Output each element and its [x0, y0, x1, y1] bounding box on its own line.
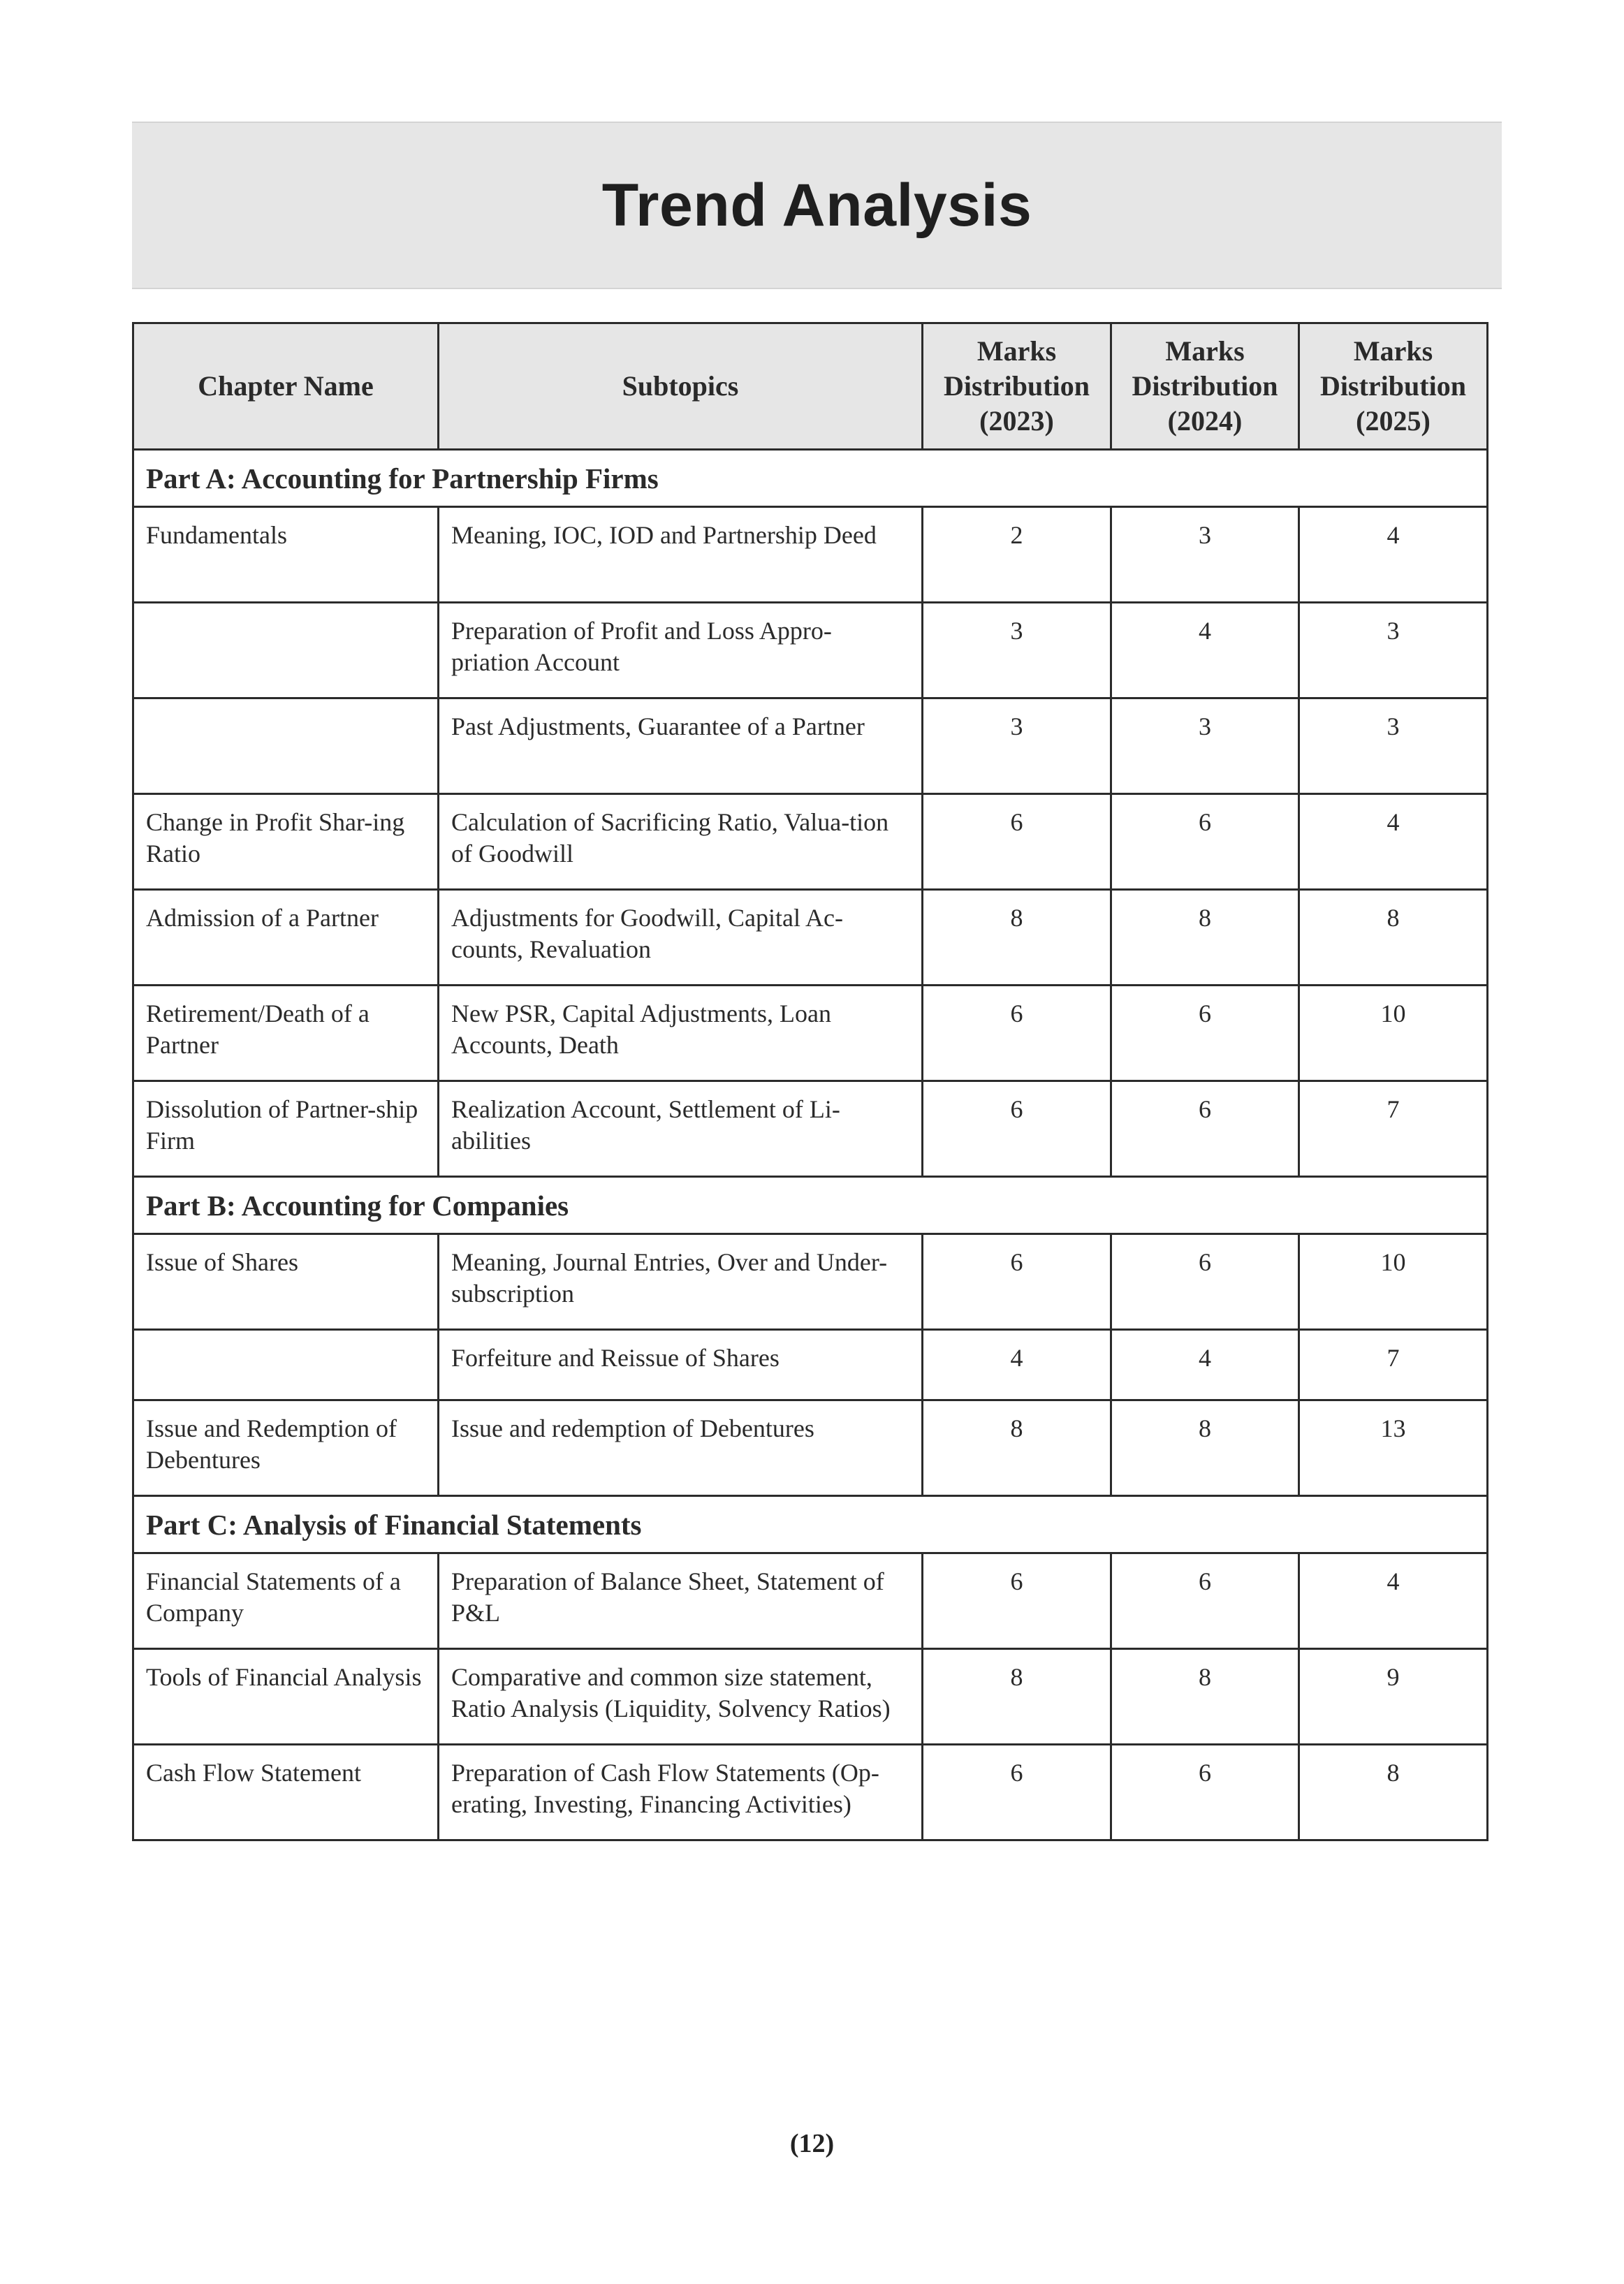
marks-2025-cell: 13: [1299, 1400, 1488, 1496]
table-row: [133, 603, 1488, 698]
subtopic-cell: Adjustments for Goodwill, Capital Ac-counts, Revaluation: [439, 890, 923, 986]
table-row: [133, 1400, 1488, 1496]
table-row: [133, 1553, 1488, 1649]
subtopic-cell: Meaning, IOC, IOD and Partnership Deed: [439, 507, 923, 603]
marks-2024-cell: 8: [1111, 1400, 1299, 1496]
marks-2023-cell: 8: [923, 890, 1111, 986]
marks-2025-cell: 3: [1299, 698, 1488, 794]
marks-2024-cell: 6: [1111, 1081, 1299, 1177]
header-row: [133, 323, 1488, 450]
part-heading: Part A: Accounting for Partnership Firms: [133, 450, 1488, 507]
part-heading: Part C: Analysis of Financial Statements: [133, 1496, 1488, 1553]
marks-2024-cell: 8: [1111, 890, 1299, 986]
marks-2025-cell: 9: [1299, 1649, 1488, 1745]
chapter-name-cell: Change in Profit Shar-ing Ratio: [133, 794, 439, 890]
part-header-row: [133, 1177, 1488, 1234]
marks-2025-cell: 8: [1299, 1745, 1488, 1840]
subtopic-cell: New PSR, Capital Adjustments, Loan Accounts, Death: [439, 986, 923, 1081]
marks-2024-cell: 6: [1111, 1745, 1299, 1840]
marks-2024-cell: 6: [1111, 1553, 1299, 1649]
subtopic-cell: Preparation of Balance Sheet, Statement of P&L: [439, 1553, 923, 1649]
marks-2024-cell: 4: [1111, 603, 1299, 698]
marks-2023-cell: 4: [923, 1330, 1111, 1400]
header-year-2025: (2025): [1356, 405, 1431, 437]
header-marks-label: Marks Distribution: [1320, 335, 1466, 402]
subtopic-cell: Meaning, Journal Entries, Over and Under-subscription: [439, 1234, 923, 1330]
marks-2024-cell: 3: [1111, 698, 1299, 794]
subtopic-cell: Preparation of Profit and Loss Appro-priation Account: [439, 603, 923, 698]
table-row: [133, 1330, 1488, 1400]
chapter-name-cell: [133, 1330, 439, 1400]
marks-2023-cell: 6: [923, 794, 1111, 890]
chapter-name-cell: Issue and Redemption of Debentures: [133, 1400, 439, 1496]
marks-2025-cell: 7: [1299, 1081, 1488, 1177]
table-row: [133, 890, 1488, 986]
header-year-2024: (2024): [1167, 405, 1243, 437]
marks-2025-cell: 10: [1299, 1234, 1488, 1330]
header-marks-label: Marks Distribution: [1132, 335, 1278, 402]
chapter-name-cell: Retirement/Death of a Partner: [133, 986, 439, 1081]
header-marks-label: Marks Distribution: [944, 335, 1090, 402]
marks-2023-cell: 8: [923, 1400, 1111, 1496]
marks-2023-cell: 6: [923, 986, 1111, 1081]
marks-2025-cell: 4: [1299, 794, 1488, 890]
header-marks-2025: [1299, 323, 1488, 450]
marks-2023-cell: 6: [923, 1234, 1111, 1330]
subtopic-cell: Calculation of Sacrificing Ratio, Valua-tion of Goodwill: [439, 794, 923, 890]
marks-2024-cell: 3: [1111, 507, 1299, 603]
subtopic-cell: Comparative and common size statement, Ratio Analysis (Liquidity, Solvency Ratios): [439, 1649, 923, 1745]
header-chapter-name: Chapter Name: [133, 323, 439, 450]
part-heading: Part B: Accounting for Companies: [133, 1177, 1488, 1234]
marks-2024-cell: 4: [1111, 1330, 1299, 1400]
marks-2025-cell: 4: [1299, 507, 1488, 603]
table-row: [133, 1745, 1488, 1840]
header-year-2023: (2023): [979, 405, 1054, 437]
chapter-name-cell: Fundamentals: [133, 507, 439, 603]
subtopic-cell: Issue and redemption of Debentures: [439, 1400, 923, 1496]
page-title: Trend Analysis: [601, 171, 1032, 239]
marks-2025-cell: 10: [1299, 986, 1488, 1081]
chapter-name-cell: Cash Flow Statement: [133, 1745, 439, 1840]
table-row: [133, 1649, 1488, 1745]
table-body: [133, 450, 1488, 1840]
subtopic-cell: Realization Account, Settlement of Li-abilities: [439, 1081, 923, 1177]
header-subtopics: Subtopics: [439, 323, 923, 450]
marks-2025-cell: 4: [1299, 1553, 1488, 1649]
marks-2023-cell: 3: [923, 603, 1111, 698]
table-row: [133, 698, 1488, 794]
header-marks-2024: [1111, 323, 1299, 450]
part-header-row: [133, 450, 1488, 507]
marks-2023-cell: 3: [923, 698, 1111, 794]
subtopic-cell: Forfeiture and Reissue of Shares: [439, 1330, 923, 1400]
marks-2023-cell: 6: [923, 1745, 1111, 1840]
marks-2025-cell: 8: [1299, 890, 1488, 986]
chapter-name-cell: Issue of Shares: [133, 1234, 439, 1330]
table-row: [133, 794, 1488, 890]
table-row: [133, 1234, 1488, 1330]
marks-2023-cell: 6: [923, 1081, 1111, 1177]
trend-analysis-table: [132, 322, 1488, 1841]
chapter-name-cell: Dissolution of Partner-ship Firm: [133, 1081, 439, 1177]
marks-2024-cell: 8: [1111, 1649, 1299, 1745]
chapter-name-cell: [133, 698, 439, 794]
marks-2023-cell: 2: [923, 507, 1111, 603]
title-banner: [132, 122, 1502, 289]
page-number: (12): [789, 2129, 835, 2158]
table-row: [133, 507, 1488, 603]
table-row: [133, 986, 1488, 1081]
marks-2025-cell: 7: [1299, 1330, 1488, 1400]
table-row: [133, 1081, 1488, 1177]
marks-2024-cell: 6: [1111, 986, 1299, 1081]
marks-2023-cell: 6: [923, 1553, 1111, 1649]
subtopic-cell: Preparation of Cash Flow Statements (Op-erating, Investing, Financing Activities): [439, 1745, 923, 1840]
subtopic-cell: Past Adjustments, Guarantee of a Partner: [439, 698, 923, 794]
marks-2024-cell: 6: [1111, 794, 1299, 890]
chapter-name-cell: Tools of Financial Analysis: [133, 1649, 439, 1745]
marks-2023-cell: 8: [923, 1649, 1111, 1745]
chapter-name-cell: Admission of a Partner: [133, 890, 439, 986]
chapter-name-cell: [133, 603, 439, 698]
marks-2025-cell: 3: [1299, 603, 1488, 698]
part-header-row: [133, 1496, 1488, 1553]
header-marks-2023: [923, 323, 1111, 450]
chapter-name-cell: Financial Statements of a Company: [133, 1553, 439, 1649]
marks-2024-cell: 6: [1111, 1234, 1299, 1330]
